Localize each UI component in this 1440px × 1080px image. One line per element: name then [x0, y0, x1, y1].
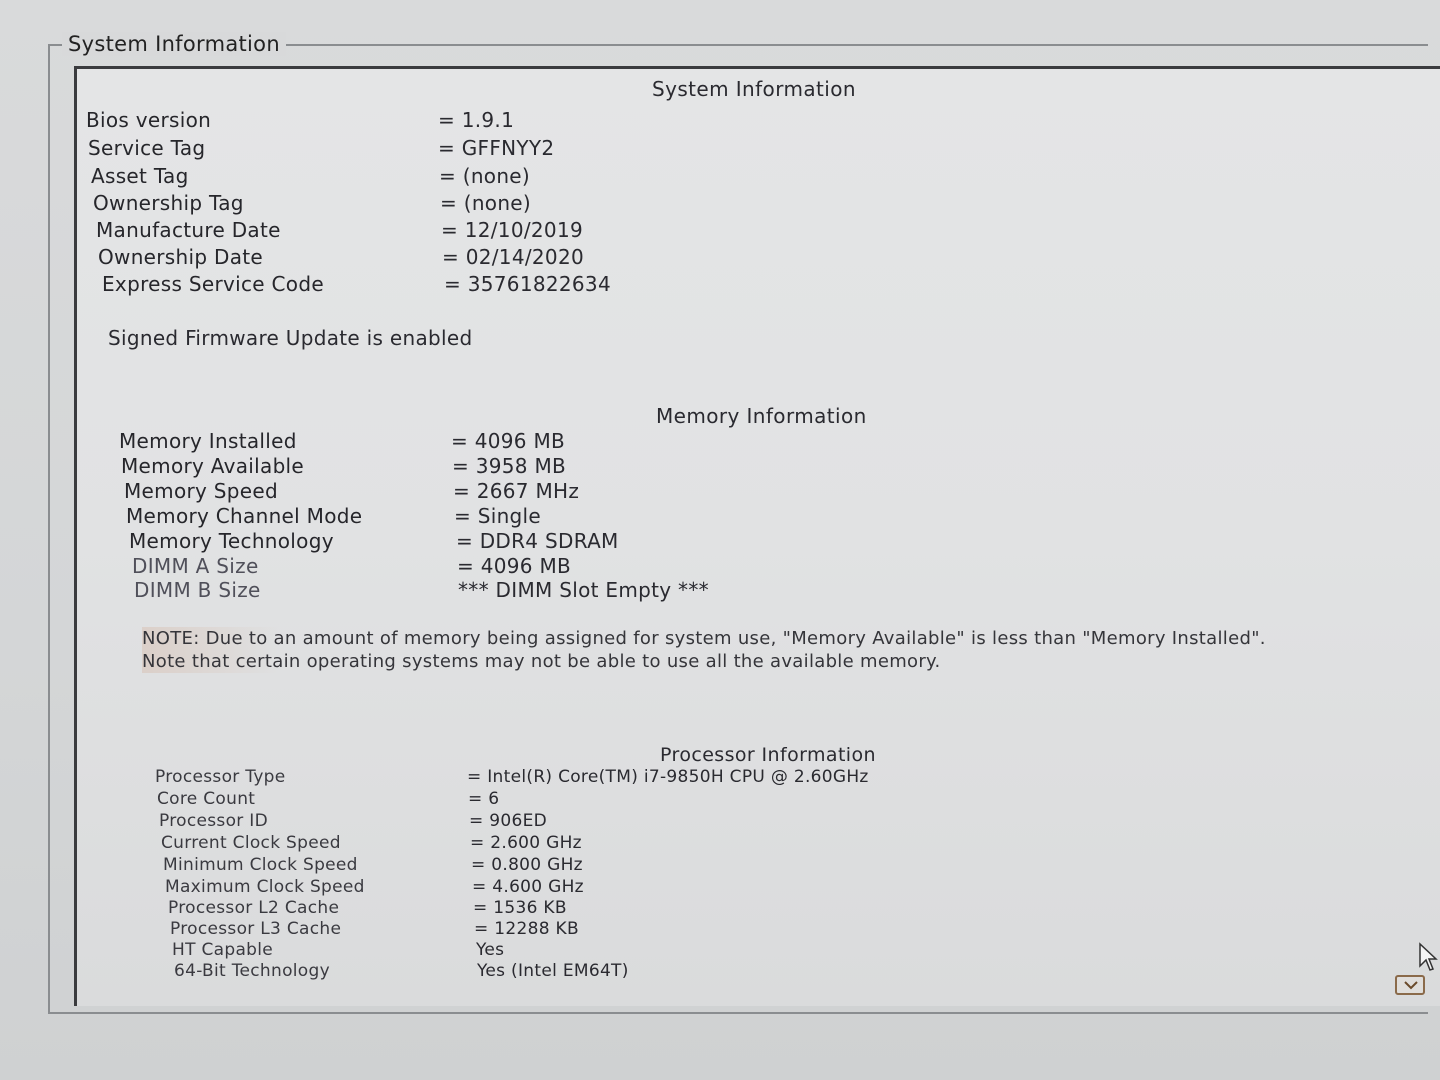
processor-information-header: Processor Information — [660, 744, 876, 766]
row-label: Processor Type — [155, 767, 286, 787]
row-label: Processor L3 Cache — [170, 919, 342, 939]
row-label: Bios version — [86, 108, 212, 132]
row-label: Service Tag — [88, 136, 206, 160]
row-value: Yes (Intel EM64T) — [477, 961, 629, 981]
row-value: = 02/14/2020 — [442, 245, 584, 269]
chevron-down-icon — [1404, 980, 1418, 990]
scroll-down-button[interactable] — [1395, 975, 1425, 995]
row-value: = 4096 MB — [451, 429, 566, 453]
row-label: Memory Installed — [119, 429, 297, 453]
group-title: System Information — [62, 32, 286, 56]
row-value: = Single — [454, 504, 541, 528]
row-value: = (none) — [439, 164, 531, 188]
row-value: = 12288 KB — [474, 919, 579, 939]
row-value: = 906ED — [469, 811, 548, 831]
row-label: Minimum Clock Speed — [163, 855, 358, 875]
row-label: Processor L2 Cache — [168, 898, 340, 918]
system-information-header: System Information — [652, 77, 856, 101]
row-label: Memory Channel Mode — [126, 504, 363, 528]
row-value: = 4.600 GHz — [472, 877, 584, 897]
memory-note: NOTE: Due to an amount of memory being assigned for system use, "Memory Available" is less than "Memory Installed". Note that certain operating systems may not be able to use all the available memory. — [142, 627, 1282, 673]
row-label: DIMM B Size — [134, 578, 261, 602]
row-label: Processor ID — [159, 811, 268, 831]
row-value: *** DIMM Slot Empty *** — [458, 578, 709, 602]
row-value: = 1536 KB — [473, 898, 567, 918]
row-label: Ownership Date — [98, 245, 264, 269]
row-value: Yes — [476, 940, 505, 960]
row-value: = Intel(R) Core(TM) i7-9850H CPU @ 2.60GHz — [467, 767, 869, 787]
row-value: = (none) — [440, 191, 532, 215]
row-value: = DDR4 SDRAM — [456, 529, 619, 553]
row-value: = 6 — [468, 789, 500, 809]
row-label: Memory Technology — [129, 529, 334, 553]
row-label: Memory Available — [121, 454, 305, 478]
row-label: Current Clock Speed — [161, 833, 341, 853]
row-value: = GFFNYY2 — [438, 136, 555, 160]
row-label: Core Count — [157, 789, 256, 809]
row-value: = 3958 MB — [452, 454, 567, 478]
row-label: Asset Tag — [91, 164, 189, 188]
row-label: Manufacture Date — [96, 218, 281, 242]
row-value: = 2.600 GHz — [470, 833, 582, 853]
row-label: Ownership Tag — [93, 191, 244, 215]
row-label: Express Service Code — [102, 272, 324, 296]
row-label: DIMM A Size — [132, 554, 259, 578]
row-label: 64-Bit Technology — [174, 961, 330, 981]
row-value: = 1.9.1 — [438, 108, 515, 132]
row-value: = 35761822634 — [444, 272, 611, 296]
firmware-status: Signed Firmware Update is enabled — [108, 326, 473, 350]
memory-information-header: Memory Information — [656, 404, 867, 428]
row-label: Maximum Clock Speed — [165, 877, 365, 897]
row-value: = 0.800 GHz — [471, 855, 583, 875]
mouse-pointer-icon — [1418, 942, 1438, 978]
row-value: = 4096 MB — [457, 554, 572, 578]
row-label: HT Capable — [172, 940, 274, 960]
row-label: Memory Speed — [124, 479, 278, 503]
row-value: = 2667 MHz — [453, 479, 580, 503]
row-value: = 12/10/2019 — [441, 218, 583, 242]
